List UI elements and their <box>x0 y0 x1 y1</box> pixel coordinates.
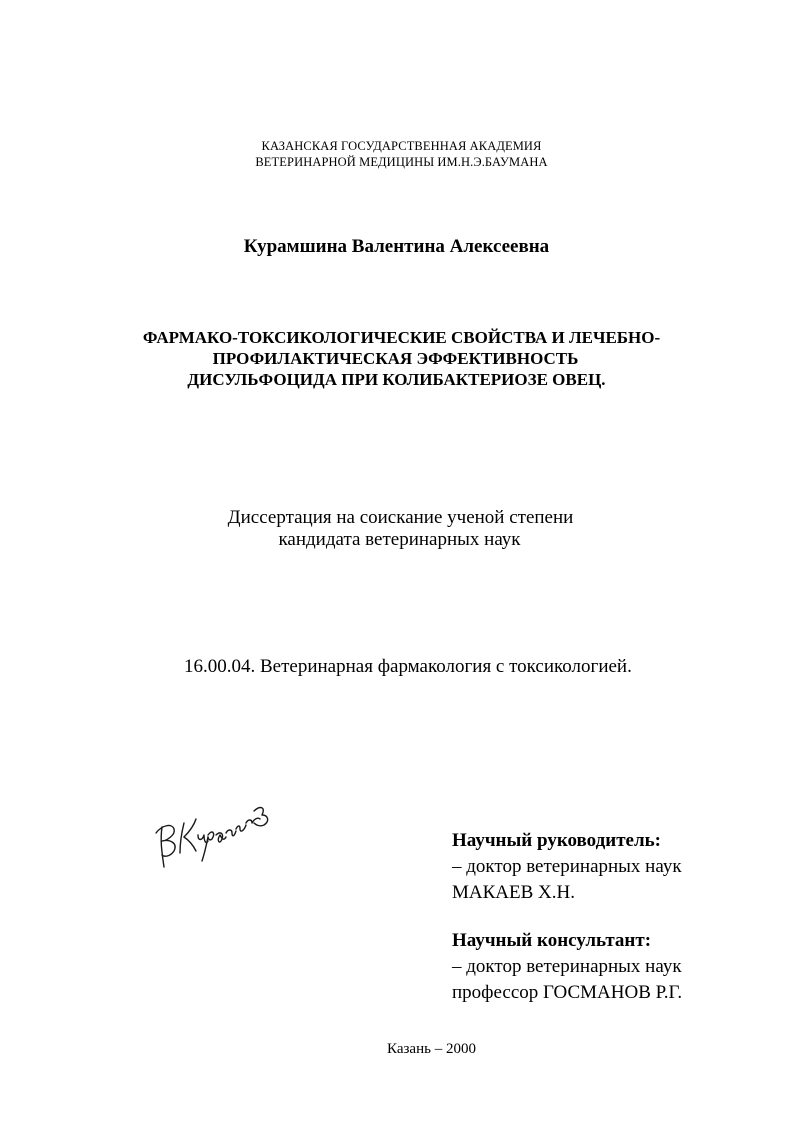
dissertation-title <box>0 327 793 390</box>
title-line-2: ПРОФИЛАКТИЧЕСКАЯ ЭФФЕКТИВНОСТЬ <box>212 349 579 368</box>
institution-line-2: ВЕТЕРИНАРНОЙ МЕДИЦИНЫ ИМ.Н.Э.БАУМАНА <box>255 155 548 169</box>
degree-line-2: кандидата ветеринарных наук <box>278 529 521 550</box>
specialty-code: 16.00.04. Ветеринарная фармакология с токсикологией. <box>184 656 632 677</box>
handwritten-signature-icon <box>150 775 275 870</box>
degree-statement <box>0 507 793 551</box>
title-line-1: ФАРМАКО-ТОКСИКОЛОГИЧЕСКИЕ СВОЙСТВА И ЛЕЧЕБНО- <box>142 328 661 347</box>
supervisor-name: МАКАЕВ Х.Н. <box>452 882 575 903</box>
institution-line-1: КАЗАНСКАЯ ГОСУДАРСТВЕННАЯ АКАДЕМИЯ <box>261 139 542 153</box>
consultant-heading: Научный консультант: <box>452 930 652 951</box>
consultant-degree: – доктор ветеринарных наук <box>452 956 682 977</box>
supervisor-block <box>452 828 682 906</box>
author-name: Курамшина Валентина Алексеевна <box>243 236 550 257</box>
consultant-block <box>452 928 682 1006</box>
consultant-name: профессор ГОСМАНОВ Р.Г. <box>452 982 683 1003</box>
city-year-text: Казань – 2000 <box>387 1041 476 1057</box>
title-line-3: ДИСУЛЬФОЦИДА ПРИ КОЛИБАКТЕРИОЗЕ ОВЕЦ. <box>187 370 606 389</box>
degree-line-1: Диссертация на соискание ученой степени <box>227 507 574 528</box>
institution-name <box>0 138 793 170</box>
supervisor-degree: – доктор ветеринарных наук <box>452 856 682 877</box>
supervisor-heading: Научный руководитель: <box>452 830 661 851</box>
city-year <box>0 1041 793 1058</box>
